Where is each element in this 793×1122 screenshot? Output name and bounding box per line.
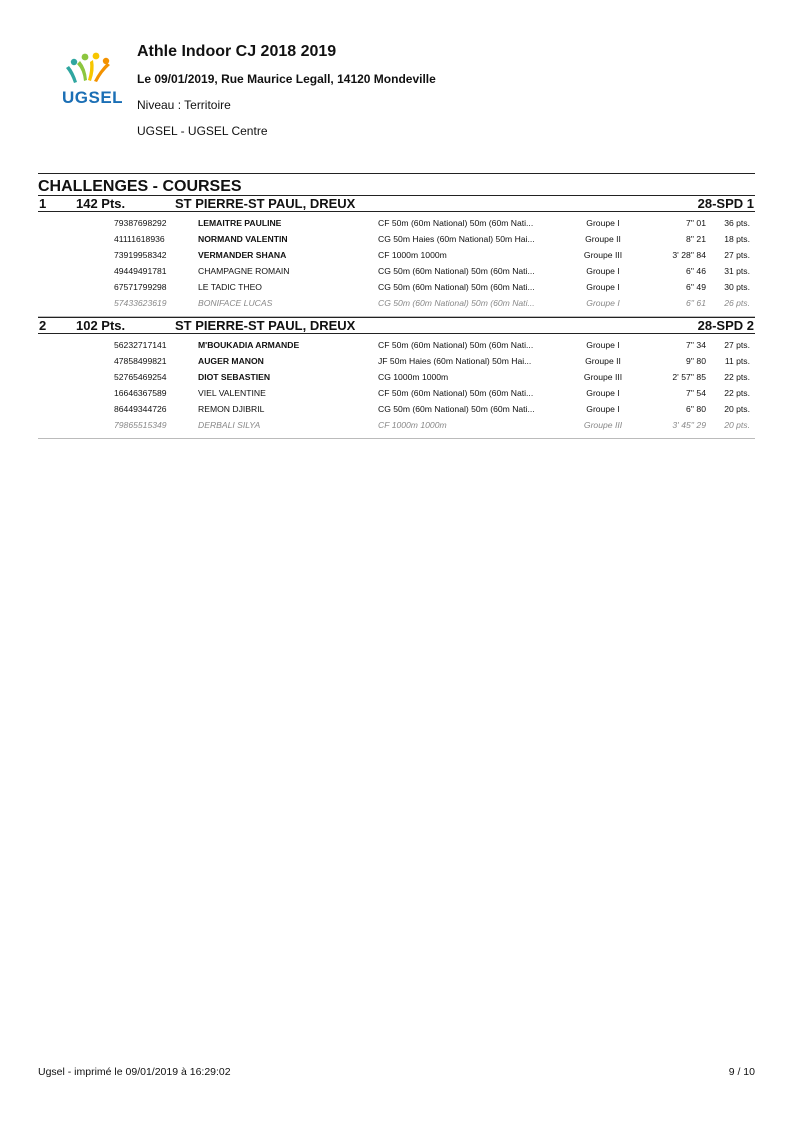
athlete-event: CF 50m (60m National) 50m (60m Nati... [378,218,534,228]
athlete-points: 27 pts. [724,340,750,350]
team-rank: 1 [39,196,47,211]
athlete-points: 22 pts. [724,388,750,398]
ugsel-logo-emblem [60,52,128,110]
teams-list [38,195,755,439]
team-header [38,195,755,212]
athlete-performance: 7'' 01 [685,218,706,228]
athlete-performance: 3' 28'' 84 [672,250,706,260]
team-header [38,317,755,334]
athlete-performance: 6'' 61 [685,298,706,308]
athlete-name: BONIFACE LUCAS [198,298,273,308]
athlete-performance: 8'' 21 [685,234,706,244]
athlete-points: 31 pts. [724,266,750,276]
athlete-license: 41111618936 [114,234,165,244]
athlete-group: Groupe I [586,298,620,308]
athlete-points: 27 pts. [724,250,750,260]
athlete-name: LEMAITRE PAULINE [198,218,282,228]
athlete-row [38,385,755,401]
team-points: 102 Pts. [76,318,126,333]
athlete-event: CG 50m (60m National) 50m (60m Nati... [378,266,535,276]
athlete-group: Groupe I [586,218,620,228]
athlete-list [38,212,755,311]
event-date-location: Le 09/01/2019, Rue Maurice Legall, 14120 Mondeville [137,72,436,86]
athlete-name: M'BOUKADIA ARMANDE [198,340,300,350]
athlete-performance: 6'' 80 [685,404,706,414]
athlete-group: Groupe II [585,234,621,244]
athlete-event: CF 50m (60m National) 50m (60m Nati... [378,340,534,350]
athlete-points: 20 pts. [724,404,750,414]
athlete-license: 52765469254 [114,372,167,382]
athlete-group: Groupe III [583,372,623,382]
organization-label: UGSEL - UGSEL Centre [137,124,268,138]
team-code: 28-SPD 2 [697,318,754,333]
athlete-group: Groupe I [586,282,620,292]
athlete-group: Groupe II [585,356,621,366]
athlete-license: 16646367589 [114,388,167,398]
athlete-row [38,231,755,247]
team-rank: 2 [39,318,47,333]
section-title: CHALLENGES - COURSES [38,173,755,195]
athlete-event: CF 50m (60m National) 50m (60m Nati... [378,388,534,398]
athlete-points: 20 pts. [724,420,750,430]
athlete-points: 22 pts. [724,372,750,382]
athlete-row [38,337,755,353]
athlete-points: 26 pts. [724,298,750,308]
team-club: ST PIERRE-ST PAUL, DREUX [175,196,356,211]
athlete-event: CF 1000m 1000m [378,250,447,260]
athlete-points: 18 pts. [724,234,750,244]
athlete-license: 49449491781 [114,266,167,276]
athlete-name: REMON DJIBRIL [198,404,265,414]
athlete-name: LE TADIC THEO [198,282,262,292]
team-divider [38,433,755,439]
level-label: Niveau : Territoire [137,98,231,112]
athlete-group: Groupe I [586,404,620,414]
athlete-row [38,401,755,417]
athlete-performance: 6'' 49 [685,282,706,292]
athlete-license: 86449344726 [114,404,167,414]
team-points: 142 Pts. [76,196,126,211]
team-club: ST PIERRE-ST PAUL, DREUX [175,318,356,333]
athlete-event: CG 50m (60m National) 50m (60m Nati... [378,282,535,292]
athlete-event: JF 50m Haies (60m National) 50m Hai... [378,356,532,366]
athlete-name: DERBALI SILYA [198,420,261,430]
athlete-row [38,263,755,279]
athlete-license: 79387698292 [114,218,167,228]
page-title: Athle Indoor CJ 2018 2019 [137,43,337,60]
athlete-row [38,417,755,433]
athlete-license: 47858499821 [114,356,167,366]
athlete-event: CF 1000m 1000m [378,420,447,430]
athlete-points: 11 pts. [724,356,750,366]
athlete-event: CG 50m Haies (60m National) 50m Hai... [378,234,535,244]
athlete-event: CG 50m (60m National) 50m (60m Nati... [378,298,535,308]
athlete-license: 57433623619 [114,298,167,308]
athlete-row [38,369,755,385]
athlete-performance: 9'' 80 [685,356,706,366]
team-code: 28-SPD 1 [697,196,754,211]
challenges-section [38,173,755,439]
athlete-performance: 2' 57'' 85 [672,372,706,382]
svg-text:UGSEL: UGSEL [62,88,124,107]
athlete-performance: 7'' 34 [685,340,706,350]
athlete-list [38,334,755,433]
athlete-name: VERMANDER SHANA [198,250,287,260]
athlete-event: CG 50m (60m National) 50m (60m Nati... [378,404,535,414]
athlete-group: Groupe I [586,388,620,398]
athlete-event: CG 1000m 1000m [378,372,449,382]
athlete-performance: 6'' 46 [685,266,706,276]
athlete-group: Groupe I [586,266,620,276]
athlete-performance: 3' 45'' 29 [672,420,706,430]
athlete-row [38,247,755,263]
athlete-name: VIEL VALENTINE [198,388,266,398]
athlete-performance: 7'' 54 [685,388,706,398]
athlete-group: Groupe III [583,250,623,260]
athlete-license: 67571799298 [114,282,167,292]
athlete-license: 73919958342 [114,250,167,260]
footer-print-info: Ugsel - imprimé le 09/01/2019 à 16:29:02 [38,1066,231,1078]
athlete-license: 79865515349 [114,420,167,430]
athlete-name: CHAMPAGNE ROMAIN [198,266,290,276]
athlete-name: DIOT SEBASTIEN [198,372,271,382]
athlete-name: AUGER MANON [198,356,264,366]
ugsel-logo [60,52,128,110]
athlete-row [38,295,755,311]
athlete-group: Groupe III [583,420,623,430]
athlete-row [38,215,755,231]
athlete-name: NORMAND VALENTIN [198,234,288,244]
athlete-points: 36 pts. [724,218,750,228]
footer-page-number: 9 / 10 [728,1066,755,1078]
athlete-group: Groupe I [586,340,620,350]
athlete-points: 30 pts. [724,282,750,292]
athlete-row [38,353,755,369]
athlete-license: 56232717141 [114,340,167,350]
athlete-row [38,279,755,295]
